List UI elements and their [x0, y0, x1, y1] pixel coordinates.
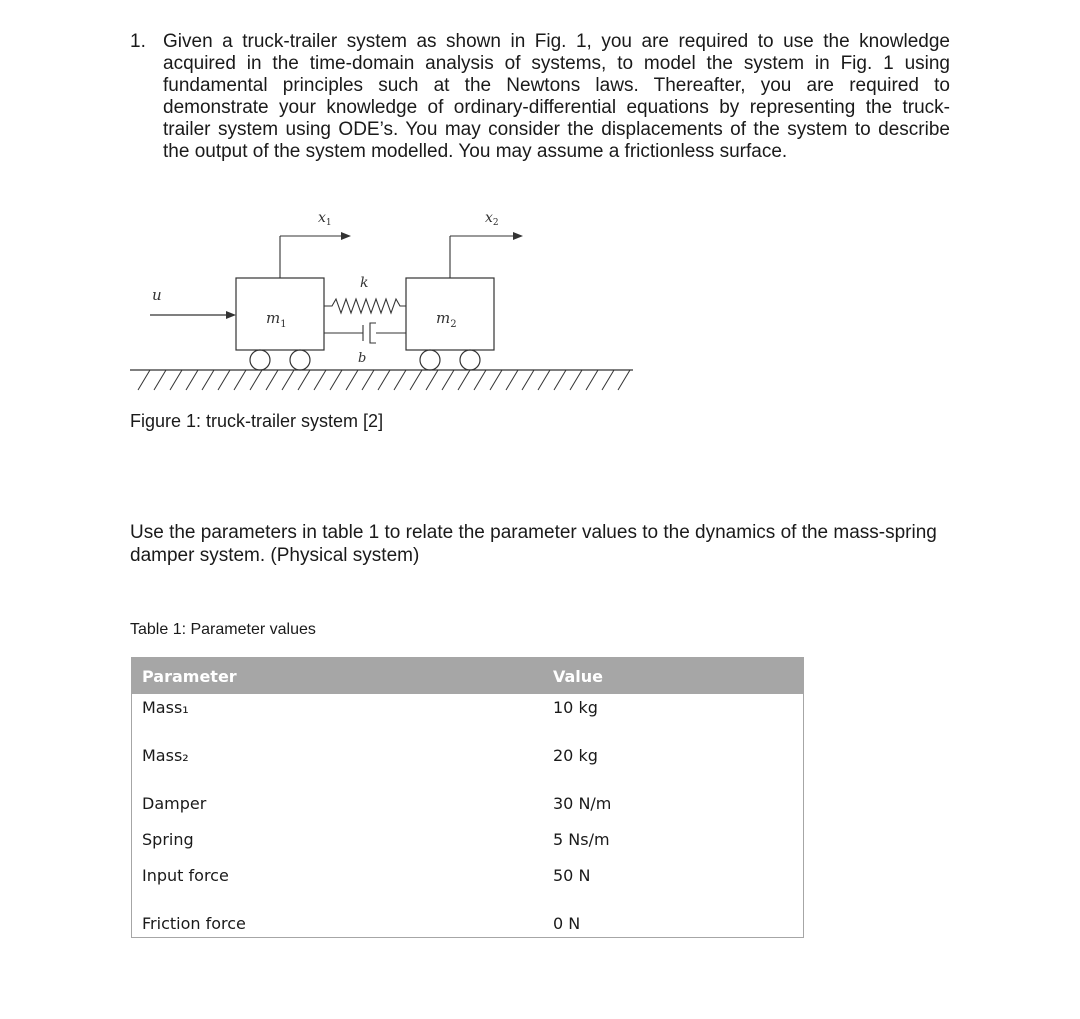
question-number: 1. — [130, 31, 146, 52]
mass-2-label: $m_2$ — [436, 309, 457, 330]
mass-1-label: $m_1$ — [266, 309, 287, 330]
instruction-text: Use the parameters in table 1 to relate the parameter values to the dynamics of the mass-spring damper system. (Physical system) — [130, 522, 937, 566]
spring-label: k — [360, 275, 369, 291]
header-value: Value — [543, 658, 804, 695]
question-1 — [130, 31, 950, 163]
table-row — [132, 742, 804, 790]
value-cell: 0 N — [553, 914, 581, 933]
value-cell: 10 kg — [553, 698, 598, 717]
value-cell: 50 N — [553, 866, 591, 885]
damper-label: b — [358, 351, 367, 366]
arrow-head-icon — [341, 232, 351, 240]
table-row — [132, 694, 804, 742]
parameter-cell: Friction force — [142, 914, 246, 933]
table-row — [132, 790, 804, 826]
parameter-cell: Spring — [142, 830, 194, 849]
arrow-head-icon — [513, 232, 523, 240]
table-row — [132, 826, 804, 862]
question-text: Given a truck-trailer system as shown in Fig. 1, you are required to use the knowledge acquired in the time-domain analysis of systems, to model the system in Fig. 1 using fundamental principles such at the Newtons laws. Thereafter, you are required to demonstrate your knowledge of ordinary-differential equations by representing the truck-trailer system using ODE’s. You may consider the displacements of the system to describe the output of the system modelled. You may assume a frictionless surface. — [163, 31, 950, 162]
ground-hatch — [138, 370, 630, 390]
parameter-cell: Mass₂ — [142, 746, 189, 765]
damper-icon — [324, 323, 406, 343]
table-row — [132, 910, 804, 937]
value-cell: 30 N/m — [553, 794, 612, 813]
parameter-cell: Mass₁ — [142, 698, 189, 717]
parameter-cell: Damper — [142, 794, 207, 813]
figure-caption: Figure 1: truck-trailer system [2] — [130, 411, 384, 431]
wheel-icon — [460, 350, 480, 370]
parameter-table — [131, 657, 804, 938]
spring-icon — [324, 299, 406, 313]
arrow-head-icon — [226, 311, 236, 319]
wheel-icon — [290, 350, 310, 370]
table-row — [132, 862, 804, 910]
value-cell: 5 Ns/m — [553, 830, 610, 849]
wheel-icon — [250, 350, 270, 370]
x1-label: $x_1$ — [318, 210, 332, 228]
header-parameter: Parameter — [132, 658, 544, 695]
wheel-icon — [420, 350, 440, 370]
table-header-row — [132, 658, 804, 695]
table-caption: Table 1: Parameter values — [130, 621, 316, 638]
x2-label: $x_2$ — [485, 210, 499, 228]
value-cell: 20 kg — [553, 746, 598, 765]
input-label: u — [152, 286, 162, 304]
parameter-cell: Input force — [142, 866, 229, 885]
truck-trailer-figure — [128, 205, 648, 410]
